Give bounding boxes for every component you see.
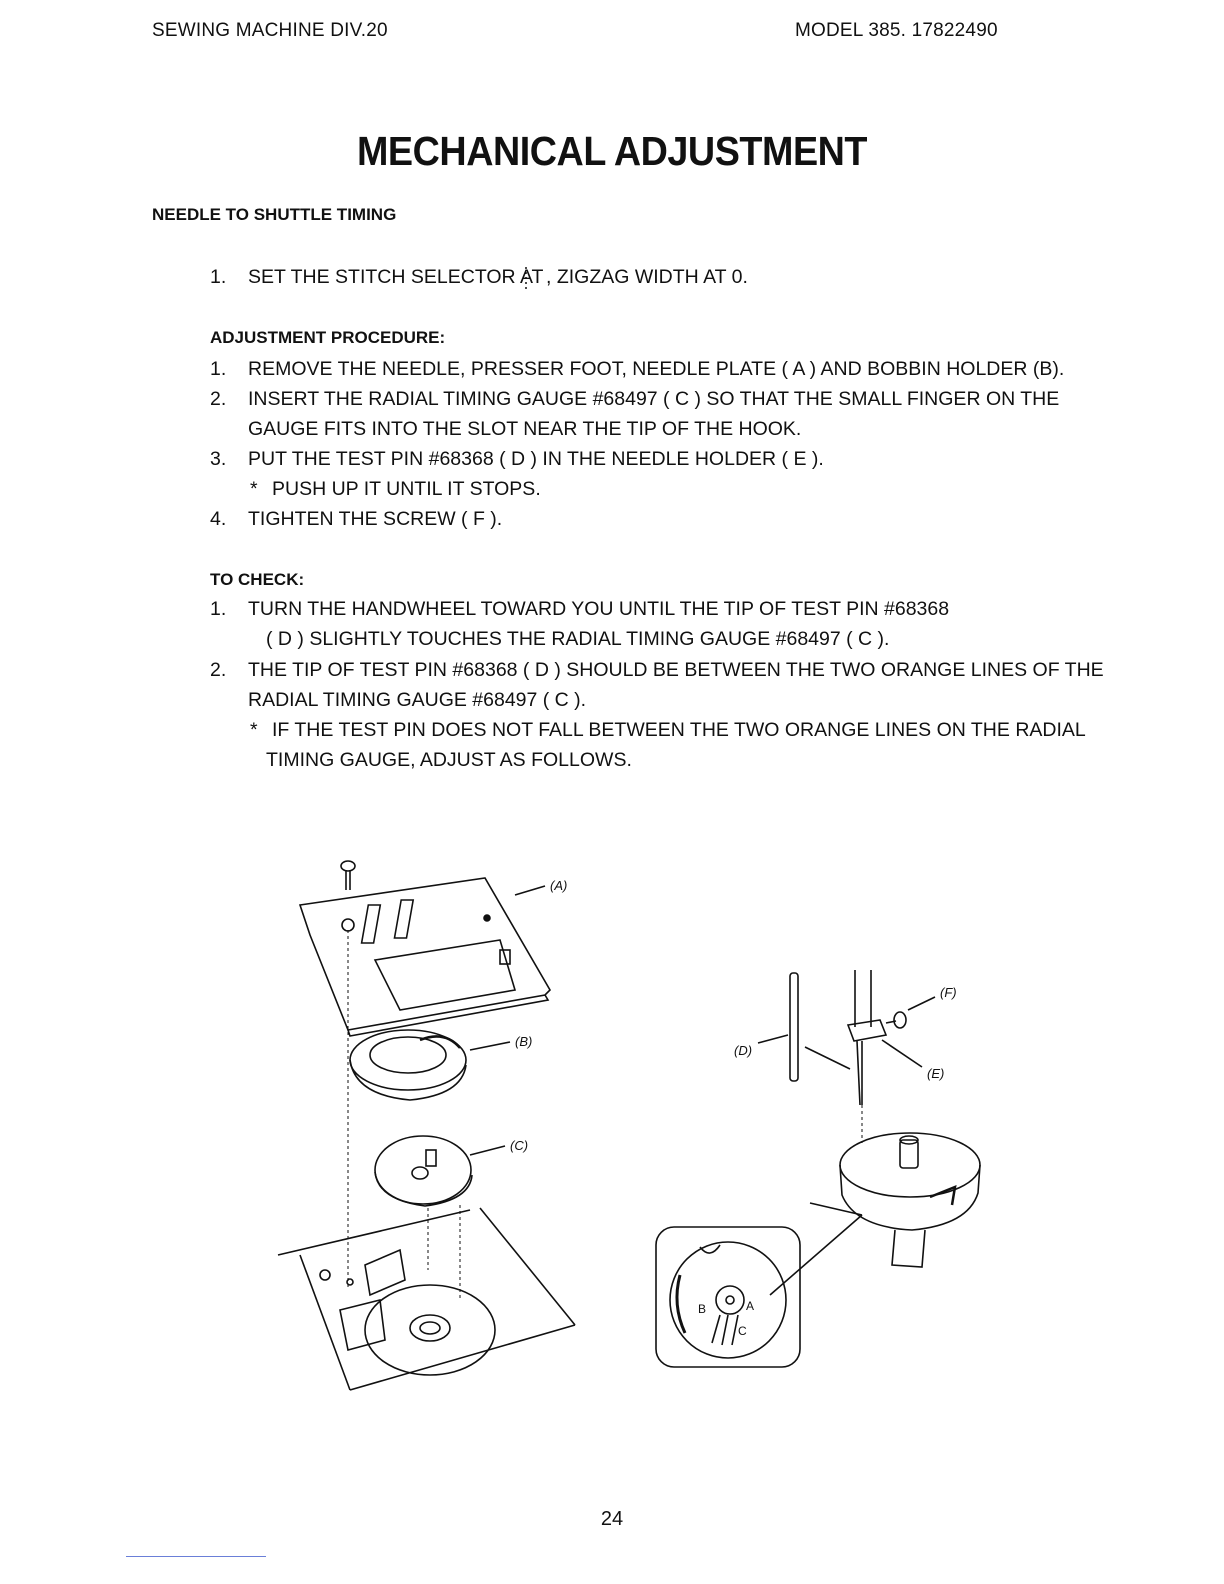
inset-label-b: B xyxy=(698,1302,707,1316)
setup-text-after: , ZIGZAG WIDTH AT 0. xyxy=(546,266,748,288)
header-left: SEWING MACHINE DIV.20 xyxy=(152,20,388,41)
step-note: TIMING GAUGE, ADJUST AS FOLLOWS. xyxy=(266,749,632,771)
label-c: (C) xyxy=(510,1138,529,1153)
screw-f-icon xyxy=(886,1012,906,1028)
step-text: TIGHTEN THE SCREW ( F ). xyxy=(248,508,503,530)
step-number: 3. xyxy=(210,448,227,470)
step-note: IF THE TEST PIN DOES NOT FALL BETWEEN THE TWO ORANGE LINES ON THE RADIAL xyxy=(272,719,1086,741)
inset-label-c: C xyxy=(738,1324,747,1338)
step-text: REMOVE THE NEEDLE, PRESSER FOOT, NEEDLE PLATE ( A ) AND BOBBIN HOLDER (B). xyxy=(248,358,1065,380)
step-text: TURN THE HANDWHEEL TOWARD YOU UNTIL THE TIP OF TEST PIN #68368 xyxy=(248,598,950,620)
page-number: 24 xyxy=(600,1508,624,1530)
step-text: ( D ) SLIGHTLY TOUCHES THE RADIAL TIMING GAUGE #68497 ( C ). xyxy=(266,628,890,650)
machine-bed-icon xyxy=(278,1208,575,1390)
step-note: PUSH UP IT UNTIL IT STOPS. xyxy=(272,478,541,500)
setup-number: 1. xyxy=(210,266,227,288)
label-b: (B) xyxy=(515,1034,533,1049)
rotary-hook-icon xyxy=(840,1133,980,1267)
scan-divider xyxy=(126,1556,266,1557)
label-a: (A) xyxy=(550,878,568,893)
setup-text-before: SET THE STITCH SELECTOR AT xyxy=(248,266,544,288)
label-f: (F) xyxy=(940,985,957,1000)
step-text: THE TIP OF TEST PIN #68368 ( D ) SHOULD BE BETWEEN THE TWO ORANGE LINES OF THE xyxy=(248,659,1104,681)
label-e: (E) xyxy=(927,1066,945,1081)
step-text: GAUGE FITS INTO THE SLOT NEAR THE TIP OF THE HOOK. xyxy=(248,418,802,440)
adjustment-step-3 xyxy=(0,444,1224,504)
label-d: (D) xyxy=(734,1043,753,1058)
inset-label-a: A xyxy=(746,1299,755,1313)
header-right: MODEL 385. 17822490 xyxy=(795,20,998,41)
magnified-inset xyxy=(656,1227,800,1367)
step-number: 1. xyxy=(210,598,227,620)
timing-gauge-icon xyxy=(375,1136,472,1206)
step-number: 2. xyxy=(210,388,227,410)
straight-stitch-icon xyxy=(519,265,533,293)
page-title: MECHANICAL ADJUSTMENT xyxy=(356,128,868,174)
timing-check-diagram xyxy=(650,965,990,1375)
check-heading: TO CHECK: xyxy=(210,570,305,589)
step-text: INSERT THE RADIAL TIMING GAUGE #68497 ( C ) SO THAT THE SMALL FINGER ON THE xyxy=(248,388,1060,410)
needle-plate-icon xyxy=(300,878,550,1036)
adjustment-step-2 xyxy=(0,384,1224,444)
bullet-icon: * xyxy=(250,478,258,500)
check-step-2 xyxy=(0,655,1224,775)
adjustment-step-1 xyxy=(0,354,1224,384)
step-number: 1. xyxy=(210,358,227,380)
check-step-1 xyxy=(0,594,1224,654)
disassembly-diagram xyxy=(270,850,590,1405)
needle-holder-icon xyxy=(848,970,886,1105)
screw-icon xyxy=(341,861,355,890)
step-number: 4. xyxy=(210,508,227,530)
step-text: RADIAL TIMING GAUGE #68497 ( C ). xyxy=(248,689,587,711)
bobbin-holder-icon xyxy=(350,1030,466,1100)
step-text: PUT THE TEST PIN #68368 ( D ) IN THE NEEDLE HOLDER ( E ). xyxy=(248,448,824,470)
test-pin-icon xyxy=(790,973,798,1081)
bullet-icon: * xyxy=(250,719,258,741)
adjustment-heading: ADJUSTMENT PROCEDURE: xyxy=(210,328,446,347)
step-number: 2. xyxy=(210,659,227,681)
adjustment-step-4 xyxy=(0,504,1224,534)
section-heading: NEEDLE TO SHUTTLE TIMING xyxy=(152,205,397,224)
